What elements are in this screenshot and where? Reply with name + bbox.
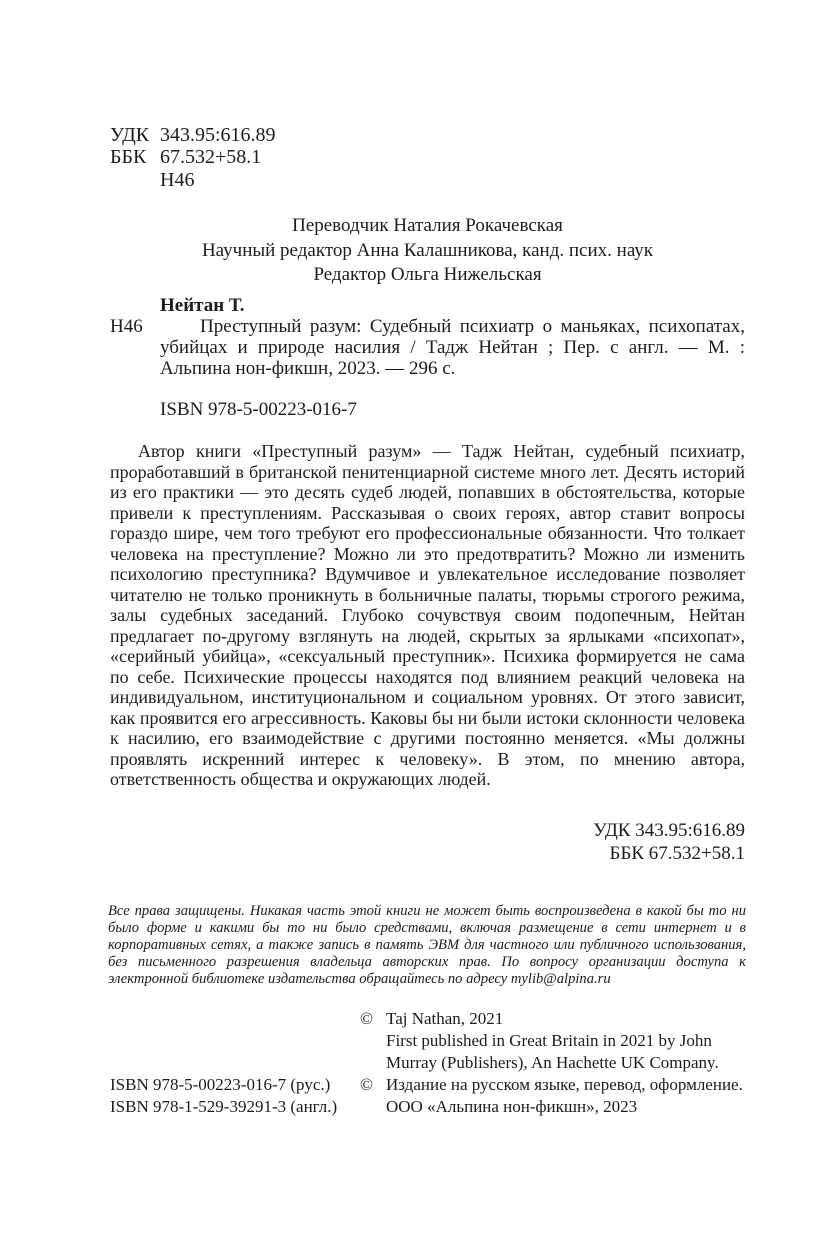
author-code-value: Н46 <box>160 168 195 191</box>
udk-value: 343.95:616.89 <box>160 124 276 146</box>
rights-notice: Все права защищены. Никакая часть этой книги не может быть воспроизведена в какой бы то ни было форме и какими бы то ни было средствами, включая размещение в сети интернет и в корпоративных сетях, а также запись в память ЭВМ для частного или публичного использования, без письменного разрешения владельца авторских прав. По вопросу организации доступа к электронной библиотеке издательства обращайтесь по адресу mylib@alpina.ru <box>108 903 746 987</box>
catalog-entry-description: Преступный разум: Судебный психиатр о маньяках, психопатах, убийцах и природе насилия / Тадж Нейтан ; Пер. с англ. — М. : Альпина нон-фикшн, 2023. — 296 с. <box>160 316 745 379</box>
copyright-original-text <box>386 1008 719 1074</box>
udk-label: УДК <box>110 124 150 146</box>
bbk-row <box>110 146 276 168</box>
copyright-original-line: First published in Great Britain in 2021 by John <box>386 1031 712 1050</box>
catalog-author: Нейтан Т. <box>160 295 245 316</box>
copyright-block <box>110 1008 745 1118</box>
author-code-row <box>110 169 276 191</box>
catalog-entry-body <box>110 316 745 379</box>
copyright-icon: © <box>360 1009 373 1028</box>
copyright-russian-line: Издание на русском языке, перевод, оформление. <box>386 1075 743 1094</box>
translator-line: Переводчик Наталия Рокачевская <box>292 215 563 236</box>
udk-right: УДК 343.95:616.89 <box>593 820 745 841</box>
codes-right-block <box>593 820 745 865</box>
copyright-original-line: Taj Nathan, 2021 <box>386 1009 504 1028</box>
isbn-main: ISBN 978-5-00223-016-7 <box>160 399 357 420</box>
science-editor-line: Научный редактор Анна Калашникова, канд. псих. наук <box>201 239 654 261</box>
bbk-label: ББК <box>110 146 147 169</box>
udk-row <box>110 124 276 146</box>
copyright-russian-line: ООО «Альпина нон-фикшн», 2023 <box>386 1097 638 1116</box>
copyright-russian <box>360 1074 745 1118</box>
copyright-icon: © <box>360 1075 373 1094</box>
isbn-list <box>110 1074 337 1118</box>
copyright-original-line: Murray (Publishers), An Hachette UK Company. <box>386 1053 719 1072</box>
bbk-value: 67.532+58.1 <box>160 146 262 169</box>
isbn-eng: ISBN 978-1-529-39291-3 (англ.) <box>110 1097 338 1116</box>
editor-line: Редактор Ольга Нижельская <box>313 264 542 285</box>
copyright-column <box>360 1008 745 1118</box>
catalog-codes-block <box>110 124 276 191</box>
edition-credits <box>110 214 745 288</box>
isbn-rus: ISBN 978-5-00223-016-7 (рус.) <box>110 1075 331 1094</box>
copyright-original <box>360 1008 745 1074</box>
book-annotation: Автор книги «Преступный разум» — Тадж Нейтан, судебный психиатр, проработавший в британской пенитенциарной системе много лет. Десять историй из его практики — это десять судеб людей, попавших в обстоятельства, которые привели к преступлениям. Рассказывая о своих героях, автор ставит вопросы гораздо шире, чем того требуют его профессиональные обязанности. Что толкает человека на преступление? Можно ли это предотвратить? Можно ли изменить психологию преступника? Вдумчивое и увлекательное исследование позволяет читателю не только проникнуть в больничные палаты, тюрьмы строгого режима, залы судебных заседаний. Глубоко сочувствуя своим подопечным, Нейтан предлагает по-другому взглянуть на людей, скрытых за ярлыками «психопат», «серийный убийца», «сексуальный преступник». Психика формируется не сама по себе. Психические процессы находятся под влиянием реакций человека на индивидуальном, институциональном и социальном уровнях. От этого зависит, как проявится его агрессивность. Каковы бы ни были истоки склонности человека к насилию, его взаимодействие с другими постоянно меняется. «Мы должны проявлять искренний интерес к человеку». В этом, по мнению автора, ответственность общества и окружающих людей. <box>110 441 745 789</box>
bbk-right: ББК 67.532+58.1 <box>609 842 745 864</box>
catalog-entry <box>110 295 745 379</box>
copyright-russian-text <box>386 1074 743 1118</box>
catalog-entry-code: Н46 <box>110 316 143 337</box>
